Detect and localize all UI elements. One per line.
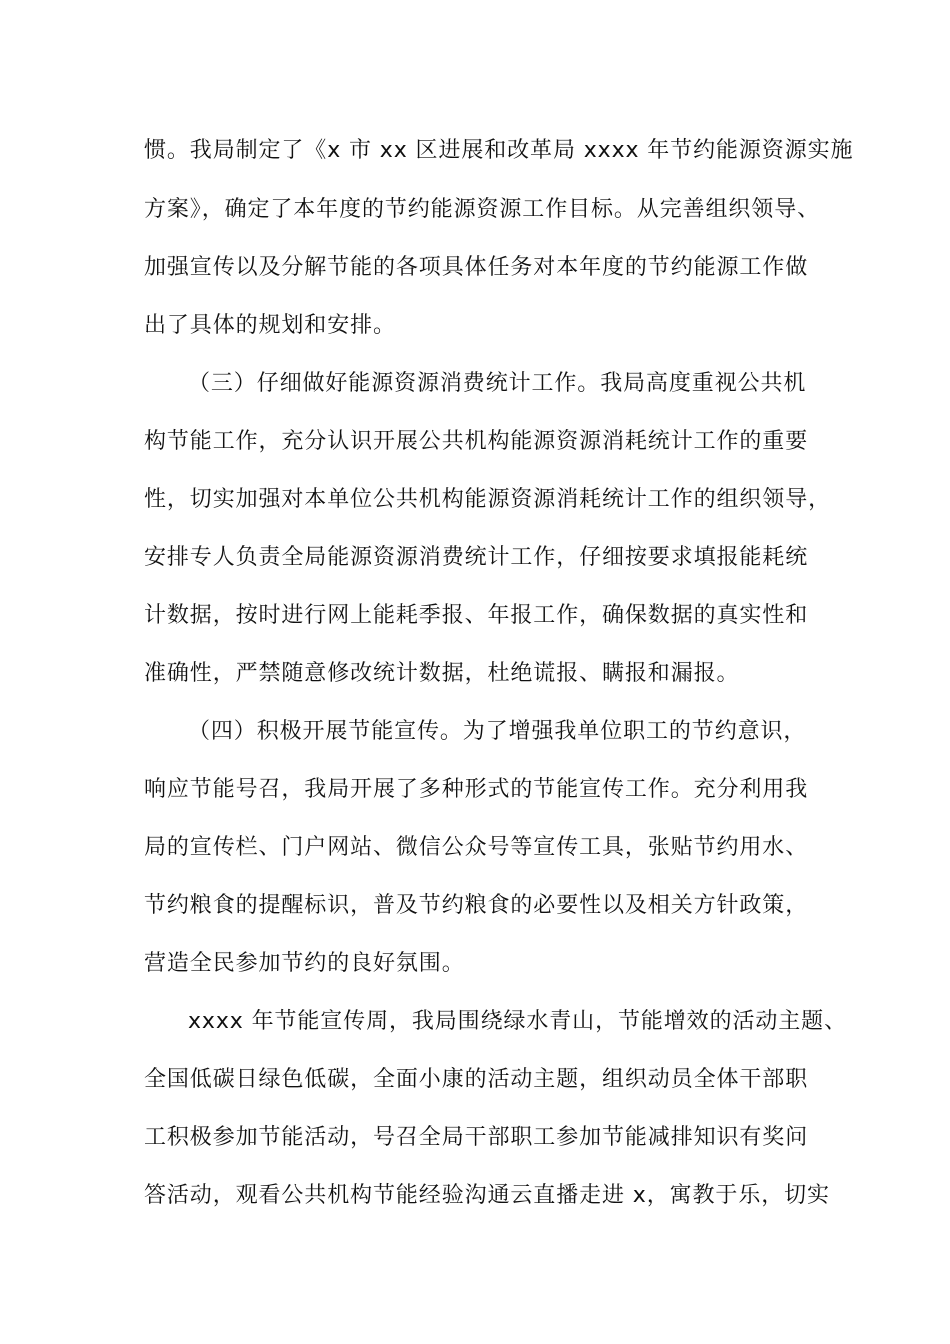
- text-line: 计数据，按时进行网上能耗季报、年报工作，确保数据的真实性和: [144, 603, 809, 628]
- text-line: 构节能工作，充分认识开展公共机构能源资源消耗统计工作的重要: [144, 429, 809, 454]
- text-line: 准确性，严禁随意修改统计数据，杜绝谎报、瞒报和漏报。: [144, 661, 740, 686]
- text-line: 营造全民参加节约的良好氛围。: [144, 951, 465, 976]
- text-line: 惯。我局制定了《x 市 xx 区进展和改革局 xxxx 年节约能源资源实施: [144, 138, 854, 163]
- text-line: 出了具体的规划和安排。: [144, 313, 396, 338]
- text-line: 答活动，观看公共机构节能经验沟通云直播走进 x，寓教于乐，切实: [144, 1183, 830, 1208]
- text-line: 加强宣传以及分解节能的各项具体任务对本年度的节约能源工作做: [144, 255, 809, 280]
- text-line: 性，切实加强对本单位公共机构能源资源消耗统计工作的组织领导，: [144, 487, 832, 512]
- text-line: 方案》，确定了本年度的节约能源资源工作目标。从完善组织领导、: [144, 197, 821, 222]
- paragraph-start-line: xxxx 年节能宣传周，我局围绕绿水青山，节能增效的活动主题、: [188, 1009, 847, 1034]
- section-three-heading-line: （三）仔细做好能源资源消费统计工作。我局高度重视公共机: [188, 371, 807, 396]
- section-four-heading-line: （四）积极开展节能宣传。为了增强我单位职工的节约意识，: [188, 719, 807, 744]
- text-line: 安排专人负责全局能源资源消费统计工作，仔细按要求填报能耗统: [144, 545, 809, 570]
- text-line: 节约粮食的提醒标识，普及节约粮食的必要性以及相关方针政策，: [144, 893, 809, 918]
- text-line: 响应节能号召，我局开展了多种形式的节能宣传工作。充分利用我: [144, 777, 809, 802]
- text-line: 全国低碳日绿色低碳，全面小康的活动主题，组织动员全体干部职: [144, 1067, 809, 1092]
- text-line: 工积极参加节能活动，号召全局干部职工参加节能减排知识有奖问: [144, 1125, 809, 1150]
- text-line: 局的宣传栏、门户网站、微信公众号等宣传工具，张贴节约用水、: [144, 835, 809, 860]
